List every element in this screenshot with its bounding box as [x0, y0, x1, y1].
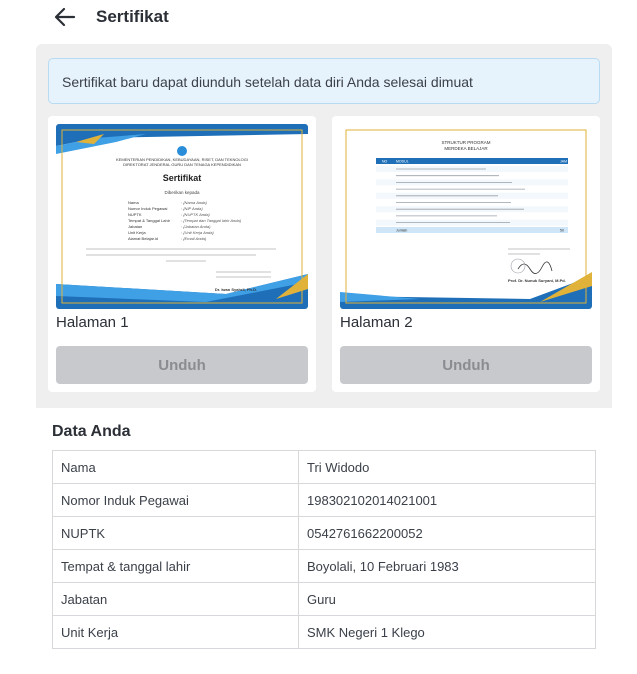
row-label: Nama	[53, 451, 299, 484]
preview-field-label: Tempat & Tanggal Lahir	[128, 218, 170, 223]
row-label: Jabatan	[53, 583, 299, 616]
row-label: Nomor Induk Pegawai	[53, 484, 299, 517]
preview-field-value: : {Tempat dan Tanggal lahir Anda}	[181, 218, 242, 223]
data-section-title: Data Anda	[52, 423, 131, 440]
preview-org-line2: DIREKTORAT JENDERAL GURU DAN TENAGA KEPENDIDIKAN	[123, 162, 241, 167]
page-header	[0, 0, 637, 36]
preview-heading-line2: MERDEKA BELAJAR	[444, 146, 488, 151]
preview-field-label: Alamat Belajar.id	[128, 236, 159, 241]
personal-data-table	[52, 450, 596, 649]
preview-field-label: Nama	[128, 200, 139, 205]
row-value: Tri Widodo	[299, 451, 596, 484]
ministry-logo-icon	[177, 146, 187, 156]
row-value: Boyolali, 10 Februari 1983	[299, 550, 596, 583]
row-value: 0542761662200052	[299, 517, 596, 550]
page-label: Halaman 1	[56, 314, 129, 331]
row-value: Guru	[299, 583, 596, 616]
download-page-1-button[interactable]: Unduh	[56, 346, 308, 384]
certificate-preview-page-2	[340, 124, 592, 309]
certificate-page-card	[332, 116, 600, 392]
download-page-2-button[interactable]: Unduh	[340, 346, 592, 384]
preview-col-no: NO	[382, 159, 388, 164]
preview-col-hours: JAM	[560, 159, 567, 164]
preview-field-value: : {NUPTK Anda}	[181, 212, 210, 217]
table-row	[53, 616, 596, 649]
back-arrow-icon[interactable]	[52, 6, 78, 28]
table-row	[53, 550, 596, 583]
preview-field-value: : {Unit Kerja Anda}	[181, 230, 214, 235]
preview-field-label: Nomor Induk Pegawai	[128, 206, 168, 211]
certificate-preview-page-1	[56, 124, 308, 309]
preview-total-label: Jumlah	[396, 228, 408, 233]
table-row	[53, 484, 596, 517]
certificate-page-card	[48, 116, 316, 392]
preview-heading-line1: STRUKTUR PROGRAM	[441, 140, 491, 145]
preview-field-label: Jabatan	[128, 224, 143, 229]
table-row	[53, 517, 596, 550]
preview-col-module: MODUL	[396, 159, 409, 164]
preview-field-value: : {Jabatan Anda}	[181, 224, 211, 229]
preview-field-value: : {NIP Anda}	[181, 206, 203, 211]
preview-signer: Dr. Iwan Syahril, Ph.D.	[214, 287, 258, 292]
preview-field-value: : {Nama Anda}	[181, 200, 207, 205]
row-label: Tempat & tanggal lahir	[53, 550, 299, 583]
info-notice	[48, 58, 600, 104]
table-row	[53, 451, 596, 484]
page-title: Sertifikat	[96, 7, 169, 26]
preview-given-to: Diberikan kepada	[164, 190, 200, 195]
row-label: NUPTK	[53, 517, 299, 550]
preview-heading: Sertifikat	[162, 173, 202, 183]
preview-total-hours: 50	[560, 228, 564, 233]
preview-signer: Prof. Dr. Nunuk Suryani, M.Pd.	[508, 278, 566, 283]
table-row	[53, 583, 596, 616]
preview-field-label: Unit Kerja	[128, 230, 146, 235]
preview-org-line1: KEMENTERIAN PENDIDIKAN, KEBUDAYAAN, RISET, DAN TEKNOLOGI	[115, 157, 249, 162]
row-label: Unit Kerja	[53, 616, 299, 649]
page-label: Halaman 2	[340, 314, 413, 331]
row-value: SMK Negeri 1 Klego	[299, 616, 596, 649]
row-value: 198302102014021001	[299, 484, 596, 517]
preview-field-value: : {Email Anda}	[181, 236, 207, 241]
notice-text: Sertifikat baru dapat diunduh setelah data diri Anda selesai dimuat	[62, 74, 473, 90]
preview-field-label: NUPTK	[128, 212, 142, 217]
preview-rows	[376, 166, 568, 226]
